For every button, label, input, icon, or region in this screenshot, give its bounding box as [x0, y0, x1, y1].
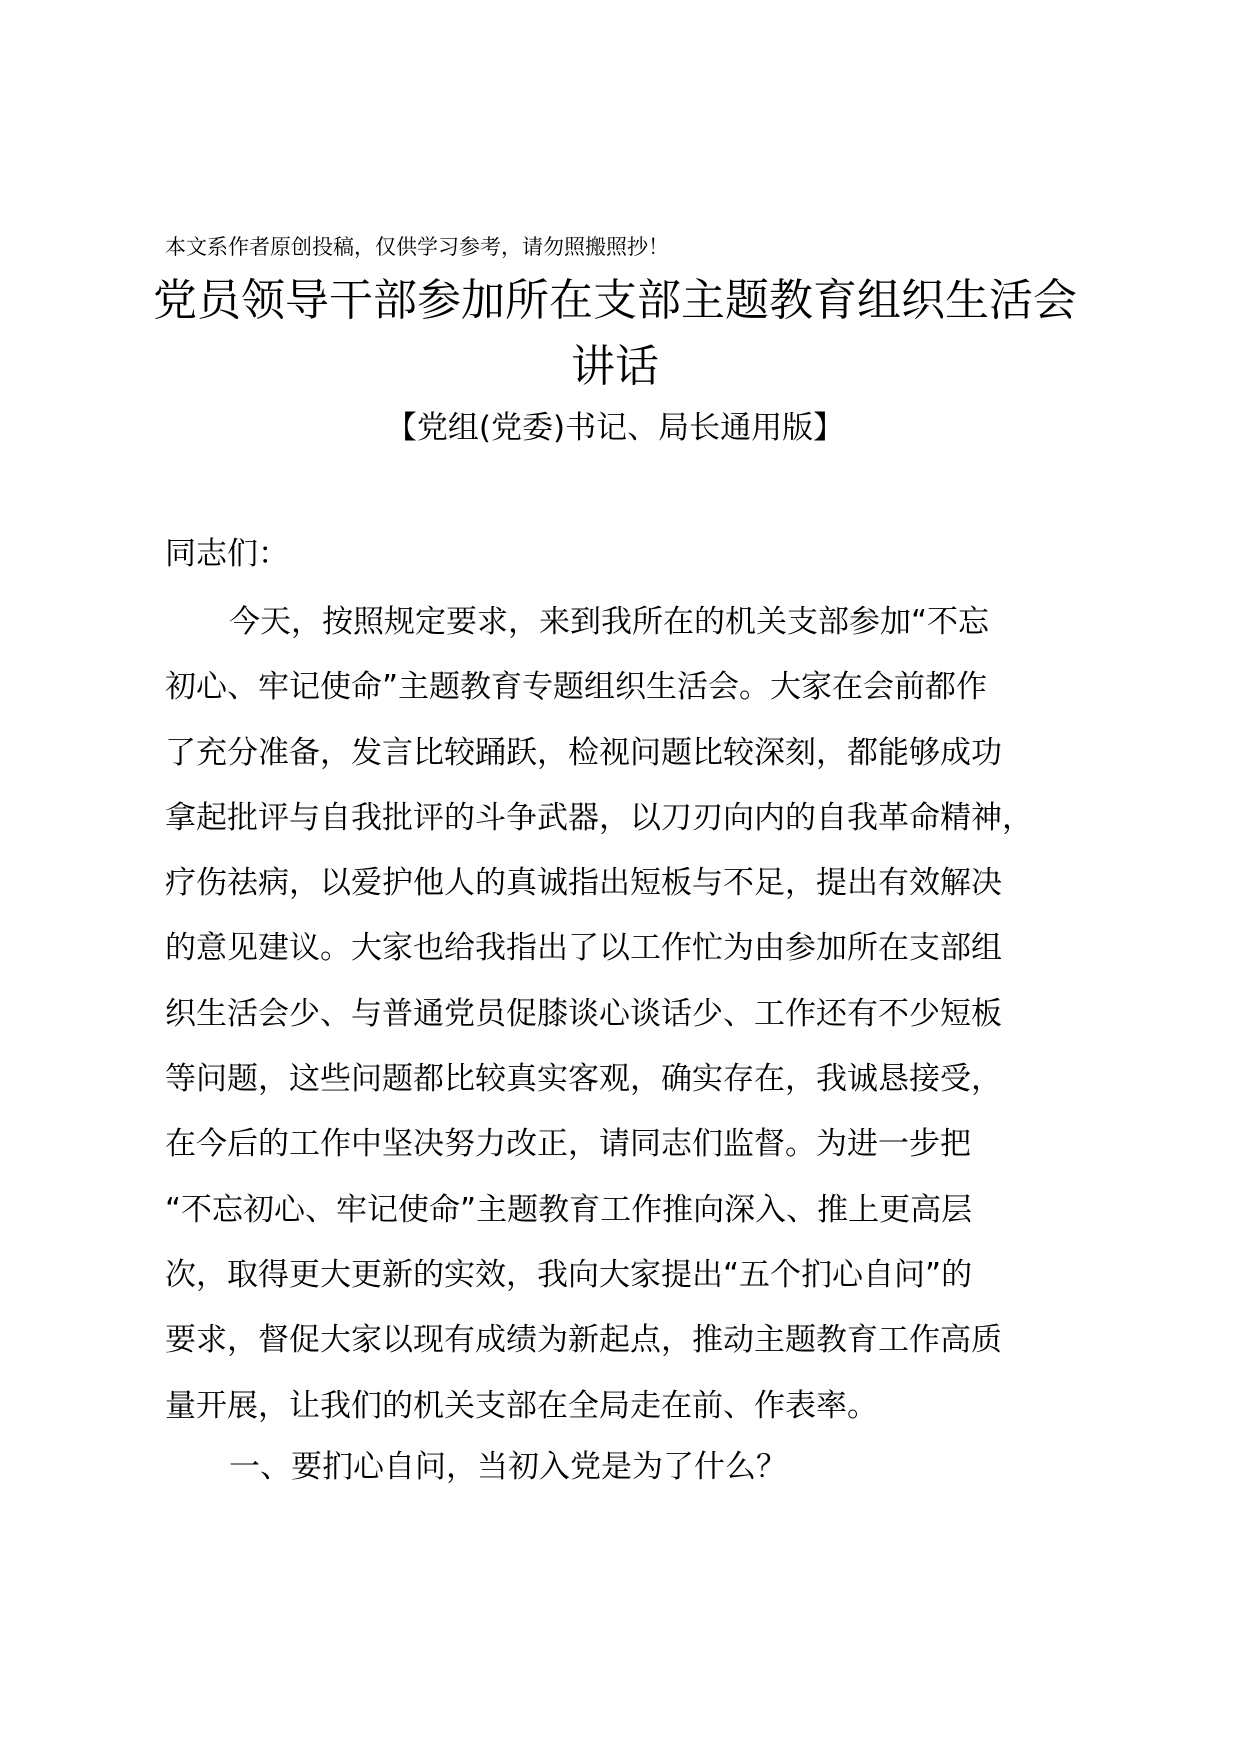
body-paragraph [165, 598, 1125, 1447]
paragraph-line: 织生活会少、与普通党员促膝谈心谈话少、工作还有不少短板 [165, 995, 1002, 1032]
section-heading: 一、要扪心自问，当初入党是为了什么？ [229, 1449, 787, 1485]
paragraph-line: 要求，督促大家以现有成绩为新起点，推动主题教育工作高质 [165, 1322, 1002, 1359]
copyright-notice: 本文系作者原创投稿，仅供学习参考，请勿照搬照抄！ [165, 235, 669, 259]
paragraph-line: 拿起批评与自我批评的斗争武器，以刀刃向内的自我革命精神， [165, 799, 1033, 836]
paragraph-line: 在今后的工作中坚决努力改正，请同志们监督。为进一步把 [165, 1126, 971, 1163]
paragraph-line: 了充分准备，发言比较踊跃，检视问题比较深刻，都能够成功 [165, 734, 1002, 771]
paragraph-line: 初心、牢记使命”主题教育专题组织生活会。大家在会前都作 [165, 669, 988, 706]
paragraph-line: 量开展，让我们的机关支部在全局走在前、作表率。 [165, 1387, 878, 1424]
document-title: 党员领导干部参加所在支部主题教育组织生活会讲话 [153, 275, 1077, 392]
salutation: 同志们： [165, 536, 289, 572]
paragraph-line: 今天，按照规定要求，来到我所在的机关支部参加“不忘 [229, 604, 990, 640]
document-subtitle: 【党组(党委)书记、局长通用版】 [385, 410, 845, 446]
paragraph-line: 次，取得更大更新的实效，我向大家提出“五个扪心自问”的 [165, 1256, 973, 1293]
paragraph-line: “不忘初心、牢记使命”主题教育工作推向深入、推上更高层 [165, 1191, 973, 1228]
paragraph-line: 的意见建议。大家也给我指出了以工作忙为由参加所在支部组 [165, 930, 1002, 967]
paragraph-line: 等问题，这些问题都比较真实客观，确实存在，我诚恳接受， [165, 1061, 1002, 1098]
paragraph-line: 疗伤祛病，以爱护他人的真诚指出短板与不足，提出有效解决 [165, 865, 1002, 902]
